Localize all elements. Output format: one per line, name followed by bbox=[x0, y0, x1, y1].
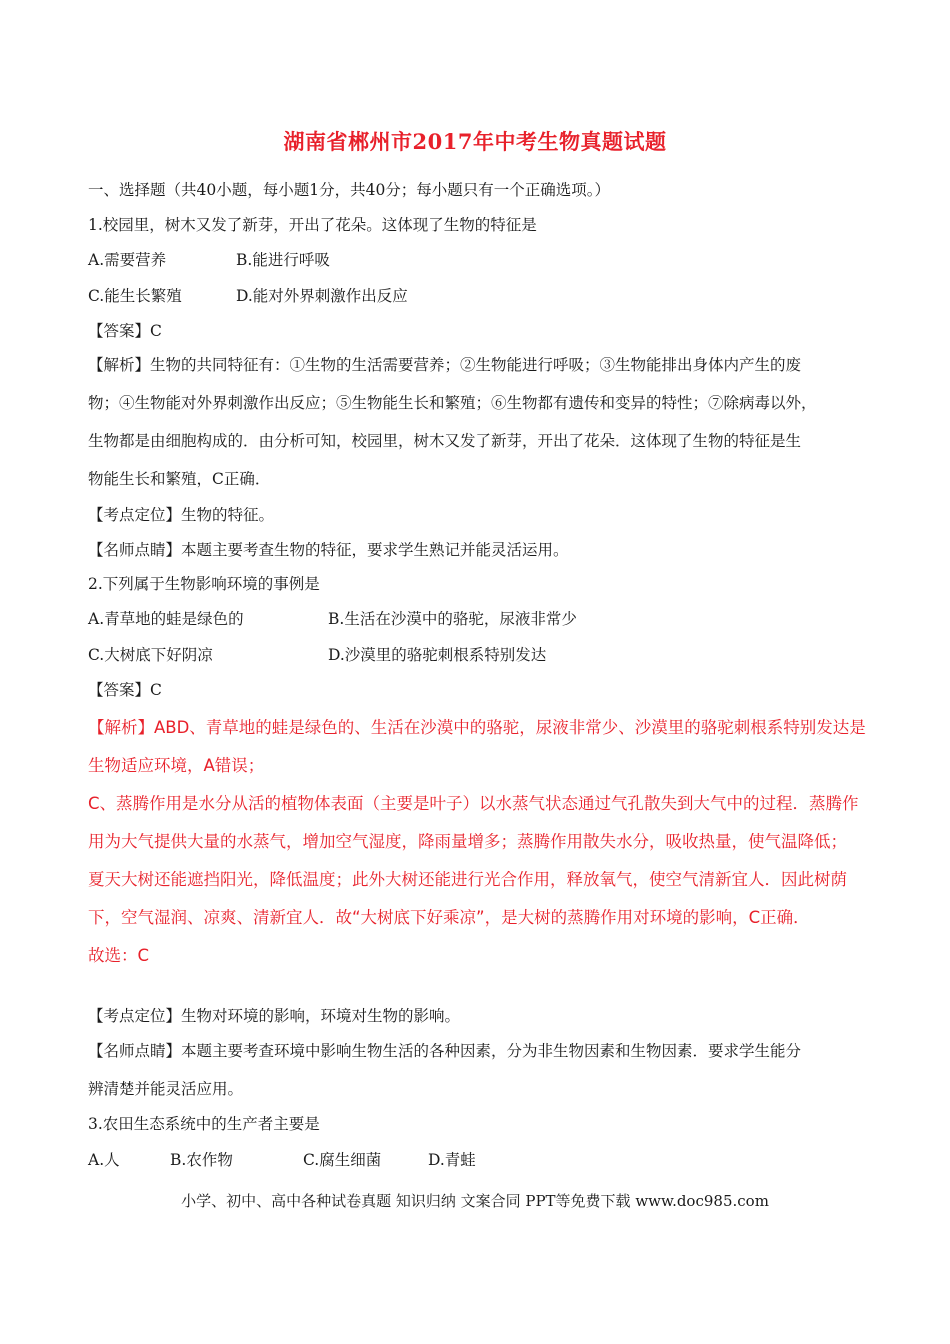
q3-option-c: C.腐生细菌 bbox=[303, 1151, 382, 1169]
q1-option-a: A.需要营养 bbox=[88, 251, 167, 269]
q2-option-d: D.沙漠里的骆驼刺根系特别发达 bbox=[328, 646, 547, 664]
q2-analysis-red: 故选：C bbox=[88, 946, 150, 965]
q2-analysis-red: 用为大气提供大量的水蒸气，增加空气湿度，降雨量增多；蒸腾作用散失水分，吸收热量，使气温降低； bbox=[88, 832, 847, 851]
question-3-stem: 3.农田生态系统中的生产者主要是 bbox=[88, 1115, 320, 1133]
q2-tip-line: 【名师点睛】本题主要考查环境中影响生物生活的各种因素，分为非生物因素和生物因素．要求学生能分 bbox=[88, 1042, 802, 1060]
q1-option-c: C.能生长繁殖 bbox=[88, 287, 182, 305]
section-heading: 一、选择题（共40小题，每小题1分，共40分；每小题只有一个正确选项。） bbox=[88, 181, 611, 199]
q1-answer: 【答案】C bbox=[88, 322, 162, 340]
page-title: 湖南省郴州市2017年中考生物真题试题 bbox=[283, 129, 667, 154]
q2-option-a: A.青草地的蛙是绿色的 bbox=[88, 610, 244, 628]
q2-analysis-red: 生物适应环境，A错误； bbox=[88, 756, 265, 775]
q1-tip: 【名师点睛】本题主要考查生物的特征，要求学生熟记并能灵活运用。 bbox=[88, 541, 569, 559]
q3-option-d: D.青蛙 bbox=[428, 1151, 476, 1169]
q2-analysis-red: 【解析】ABD、青草地的蛙是绿色的、生活在沙漠中的骆驼，尿液非常少、沙漠里的骆驼刺根系特别发达是 bbox=[88, 718, 866, 737]
q1-analysis-line: 物能生长和繁殖，C正确． bbox=[88, 470, 271, 488]
q1-analysis-line: 【解析】生物的共同特征有：①生物的生活需要营养；②生物能进行呼吸；③生物能排出身体内产生的废 bbox=[88, 356, 802, 374]
q1-point: 【考点定位】生物的特征。 bbox=[88, 506, 275, 524]
q2-analysis-red: 夏天大树还能遮挡阳光，降低温度；此外大树还能进行光合作用，释放氧气，使空气清新宜人．因此树荫 bbox=[88, 870, 847, 889]
q1-option-b: B.能进行呼吸 bbox=[236, 251, 330, 269]
q2-option-c: C.大树底下好阴凉 bbox=[88, 646, 213, 664]
q2-analysis-red: 下，空气湿润、凉爽、清新宜人．故“大树底下好乘凉”，是大树的蒸腾作用对环境的影响，C正确． bbox=[88, 908, 810, 927]
q1-analysis-line: 生物都是由细胞构成的．由分析可知，校园里，树木又发了新芽，开出了花朵．这体现了生物的特征是生 bbox=[88, 432, 802, 450]
q2-point: 【考点定位】生物对环境的影响，环境对生物的影响。 bbox=[88, 1007, 461, 1025]
q2-option-b: B.生活在沙漠中的骆驼，尿液非常少 bbox=[328, 610, 577, 628]
q3-option-b: B.农作物 bbox=[170, 1151, 233, 1169]
q2-answer: 【答案】C bbox=[88, 681, 162, 699]
q3-option-a: A.人 bbox=[88, 1151, 120, 1169]
q1-analysis-line: 物；④生物能对外界刺激作出反应；⑤生物能生长和繁殖；⑥生物都有遗传和变异的特性；⑦除病毒以外， bbox=[88, 394, 817, 412]
question-1-stem: 1.校园里，树木又发了新芽，开出了花朵。这体现了生物的特征是 bbox=[88, 216, 537, 234]
q1-option-d: D.能对外界刺激作出反应 bbox=[236, 287, 408, 305]
q2-tip-line: 辨清楚并能灵活应用。 bbox=[88, 1080, 244, 1098]
question-2-stem: 2.下列属于生物影响环境的事例是 bbox=[88, 575, 320, 593]
page-footer: 小学、初中、高中各种试卷真题 知识归纳 文案合同 PPT等免费下载 www.doc985.com bbox=[181, 1192, 769, 1210]
q2-analysis-red: C、蒸腾作用是水分从活的植物体表面（主要是叶子）以水蒸气状态通过气孔散失到大气中的过程．蒸腾作 bbox=[88, 794, 859, 813]
